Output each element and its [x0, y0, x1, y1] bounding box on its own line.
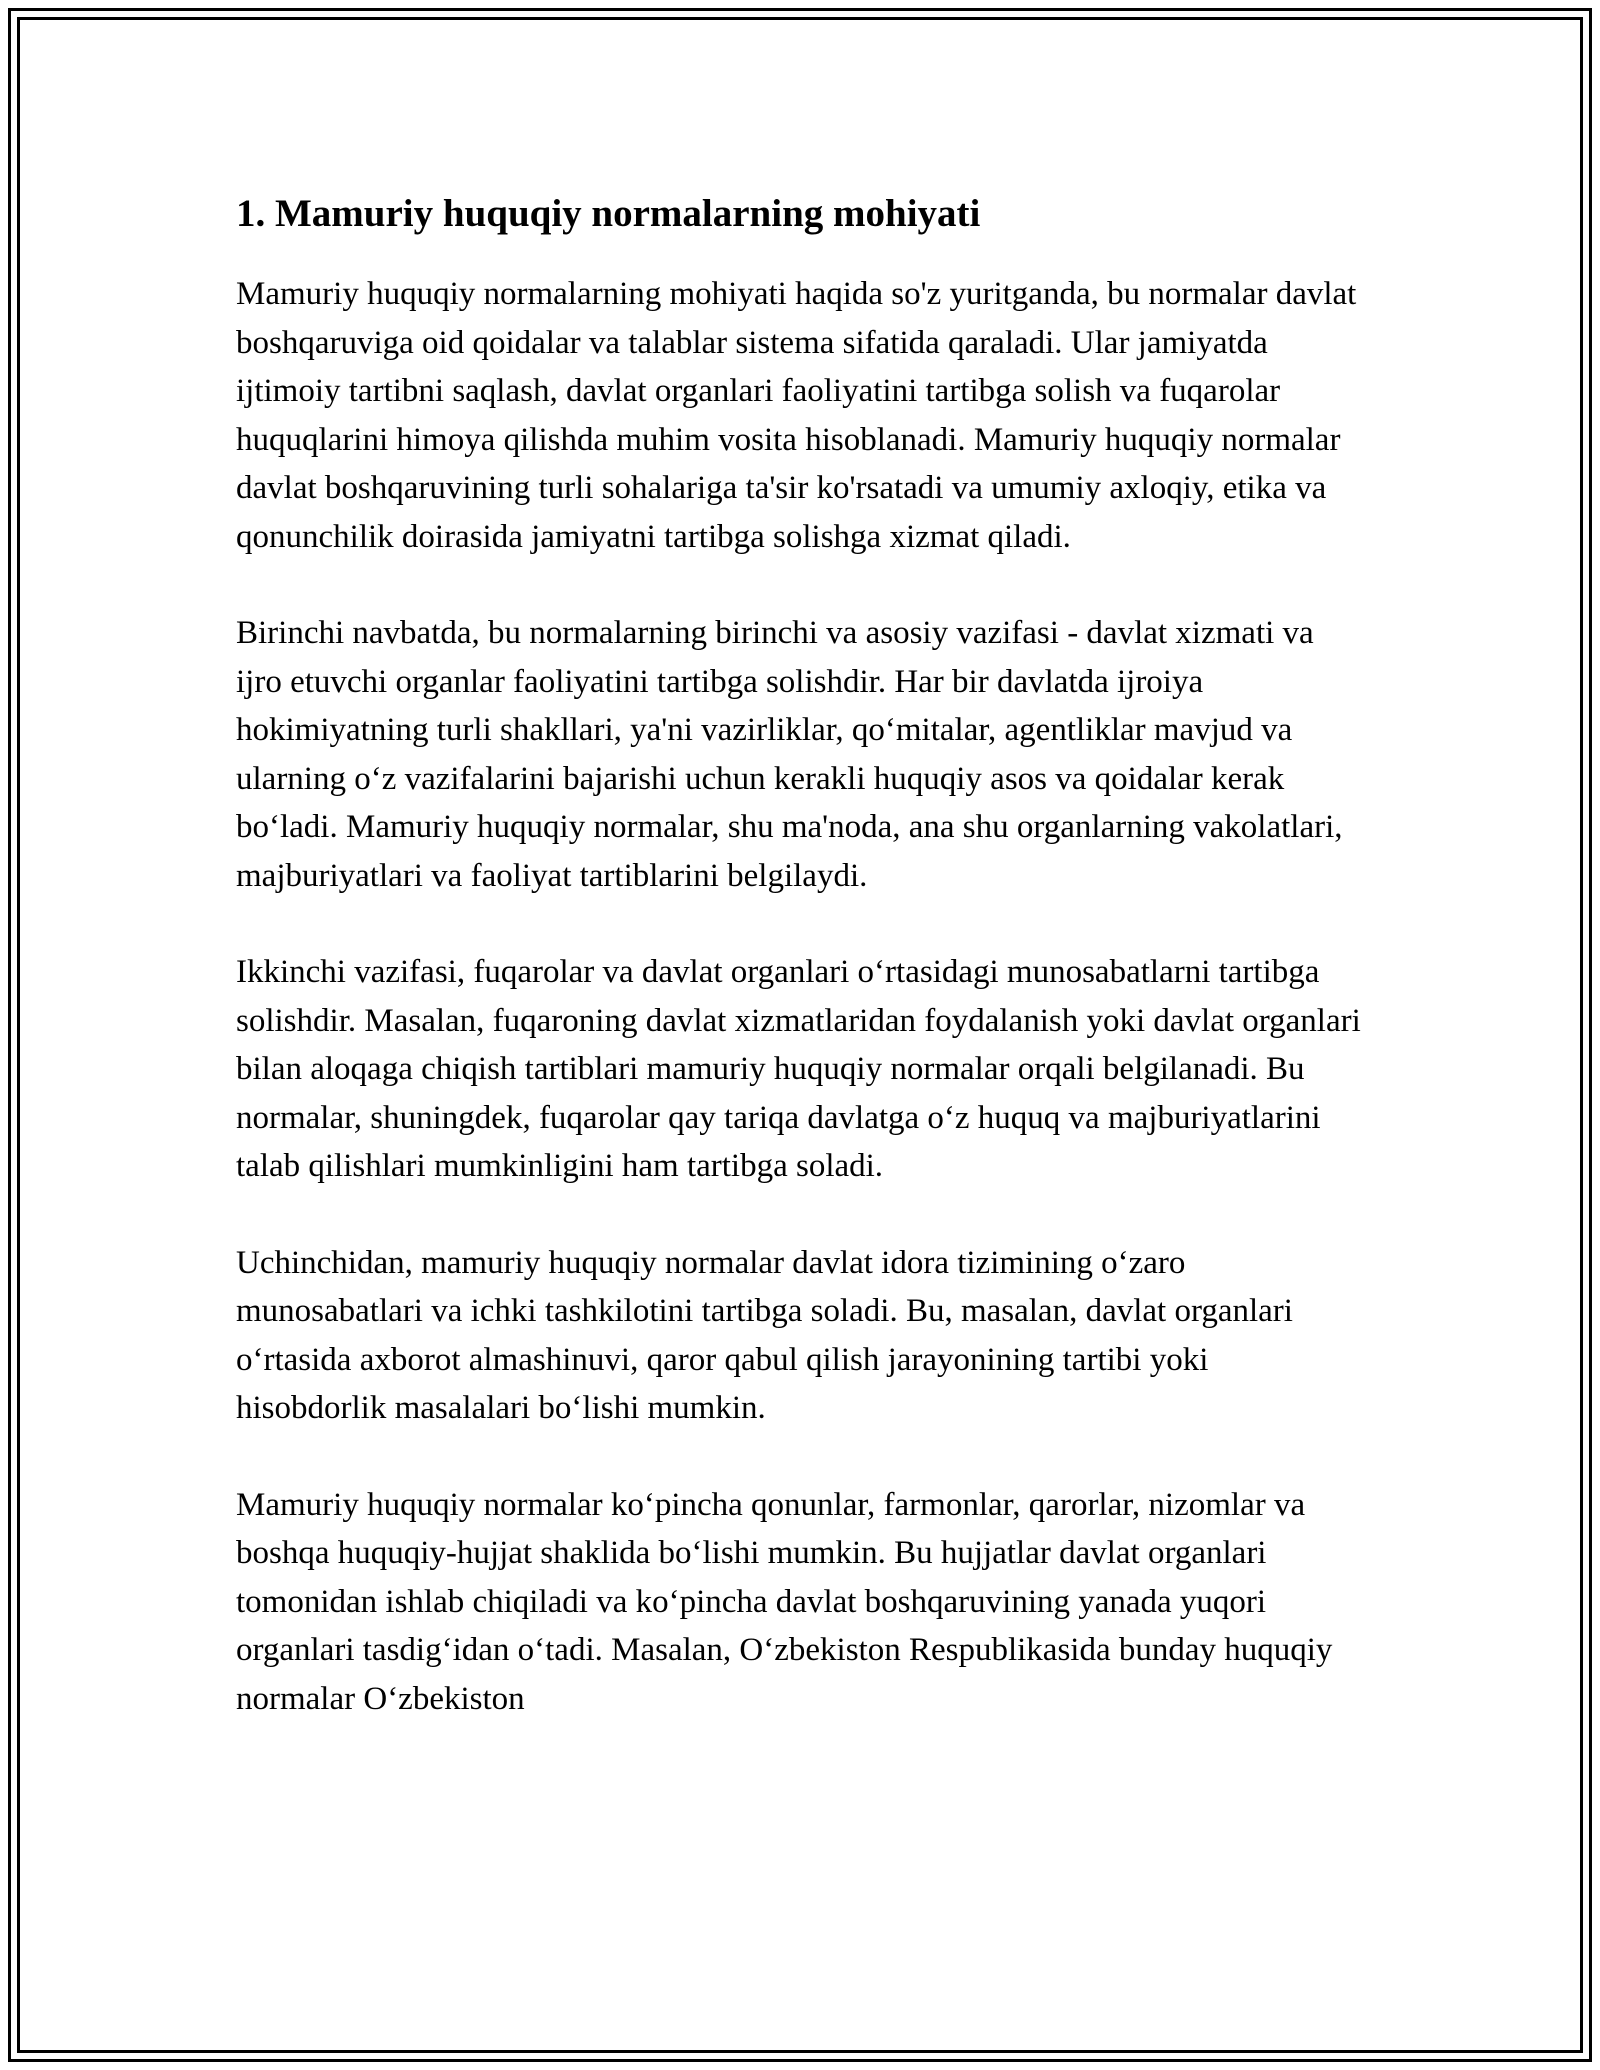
paragraph-5: Mamuriy huquqiy normalar ko‘pincha qonunlar, farmonlar, qarorlar, nizomlar va boshqa huquqiy-hujjat shaklida bo‘lishi mumkin. Bu hujjatlar davlat organlari tomonidan ishlab chiqiladi va ko‘pincha davlat boshqaruvining yanada yuqori organlari tasdig‘idan o‘tadi. Masalan, O‘zbekiston Respublikasida bunday huquqiy normalar O‘zbekiston: [236, 1486, 1333, 1717]
paragraph-2: Birinchi navbatda, bu normalarning birinchi va asosiy vazifasi - davlat xizmati va ijro etuvchi organlar faoliyatini tartibga solishdir. Har bir davlatda ijroiya hokimiyatning turli shakllari, ya'ni vazirliklar, qo‘mitalar, agentliklar mavjud va ularning o‘z vazifalarini bajarishi uchun kerakli huquqiy asos va qoidalar kerak bo‘ladi. Mamuriy huquqiy normalar, shu ma'noda, ana shu organlarning vakolatlari, majburiyatlari va faoliyat tartiblarini belgilaydi.: [236, 615, 1343, 894]
paragraph-4: Uchinchidan, mamuriy huquqiy normalar davlat idora tizimining o‘zaro munosabatlari va ichki tashkilotini tartibga soladi. Bu, masalan, davlat organlari o‘rtasida axborot almashinuvi, qaror qabul qilish jarayonining tartibi yoki hisobdorlik masalalari bo‘lishi mumkin.: [236, 1244, 1293, 1426]
paragraph-3: Ikkinchi vazifasi, fuqarolar va davlat organlari o‘rtasidagi munosabatlarni tartibga solishdir. Masalan, fuqaroning davlat xizmatlaridan foydalanish yoki davlat organlari bilan aloqaga chiqish tartiblari mamuriy huquqiy normalar orqali belgilanadi. Bu normalar, shuningdek, fuqarolar qay tariqa davlatga o‘z huquq va majburiyatlarini talab qilishlari mumkinligini ham tartibga soladi.: [236, 954, 1361, 1184]
section-heading: 1. Mamuriy huquqiy normalarning mohiyati: [236, 192, 981, 235]
paragraph-1: Mamuriy huquqiy normalarning mohiyati haqida so'z yuritganda, bu normalar davlat boshqaruviga oid qoidalar va talablar sistema sifatida qaraladi. Ular jamiyatda ijtimoiy tartibni saqlash, davlat organlari faoliyatini tartibga solish va fuqarolar huquqlarini himoya qilishda muhim vosita hisoblanadi. Mamuriy huquqiy normalar davlat boshqaruvining turli sohalariga ta'sir ko'rsatadi va umumiy axloqiy, etika va qonunchilik doirasida jamiyatni tartibga solishga xizmat qiladi.: [236, 276, 1357, 555]
document-body: [236, 188, 1366, 1771]
